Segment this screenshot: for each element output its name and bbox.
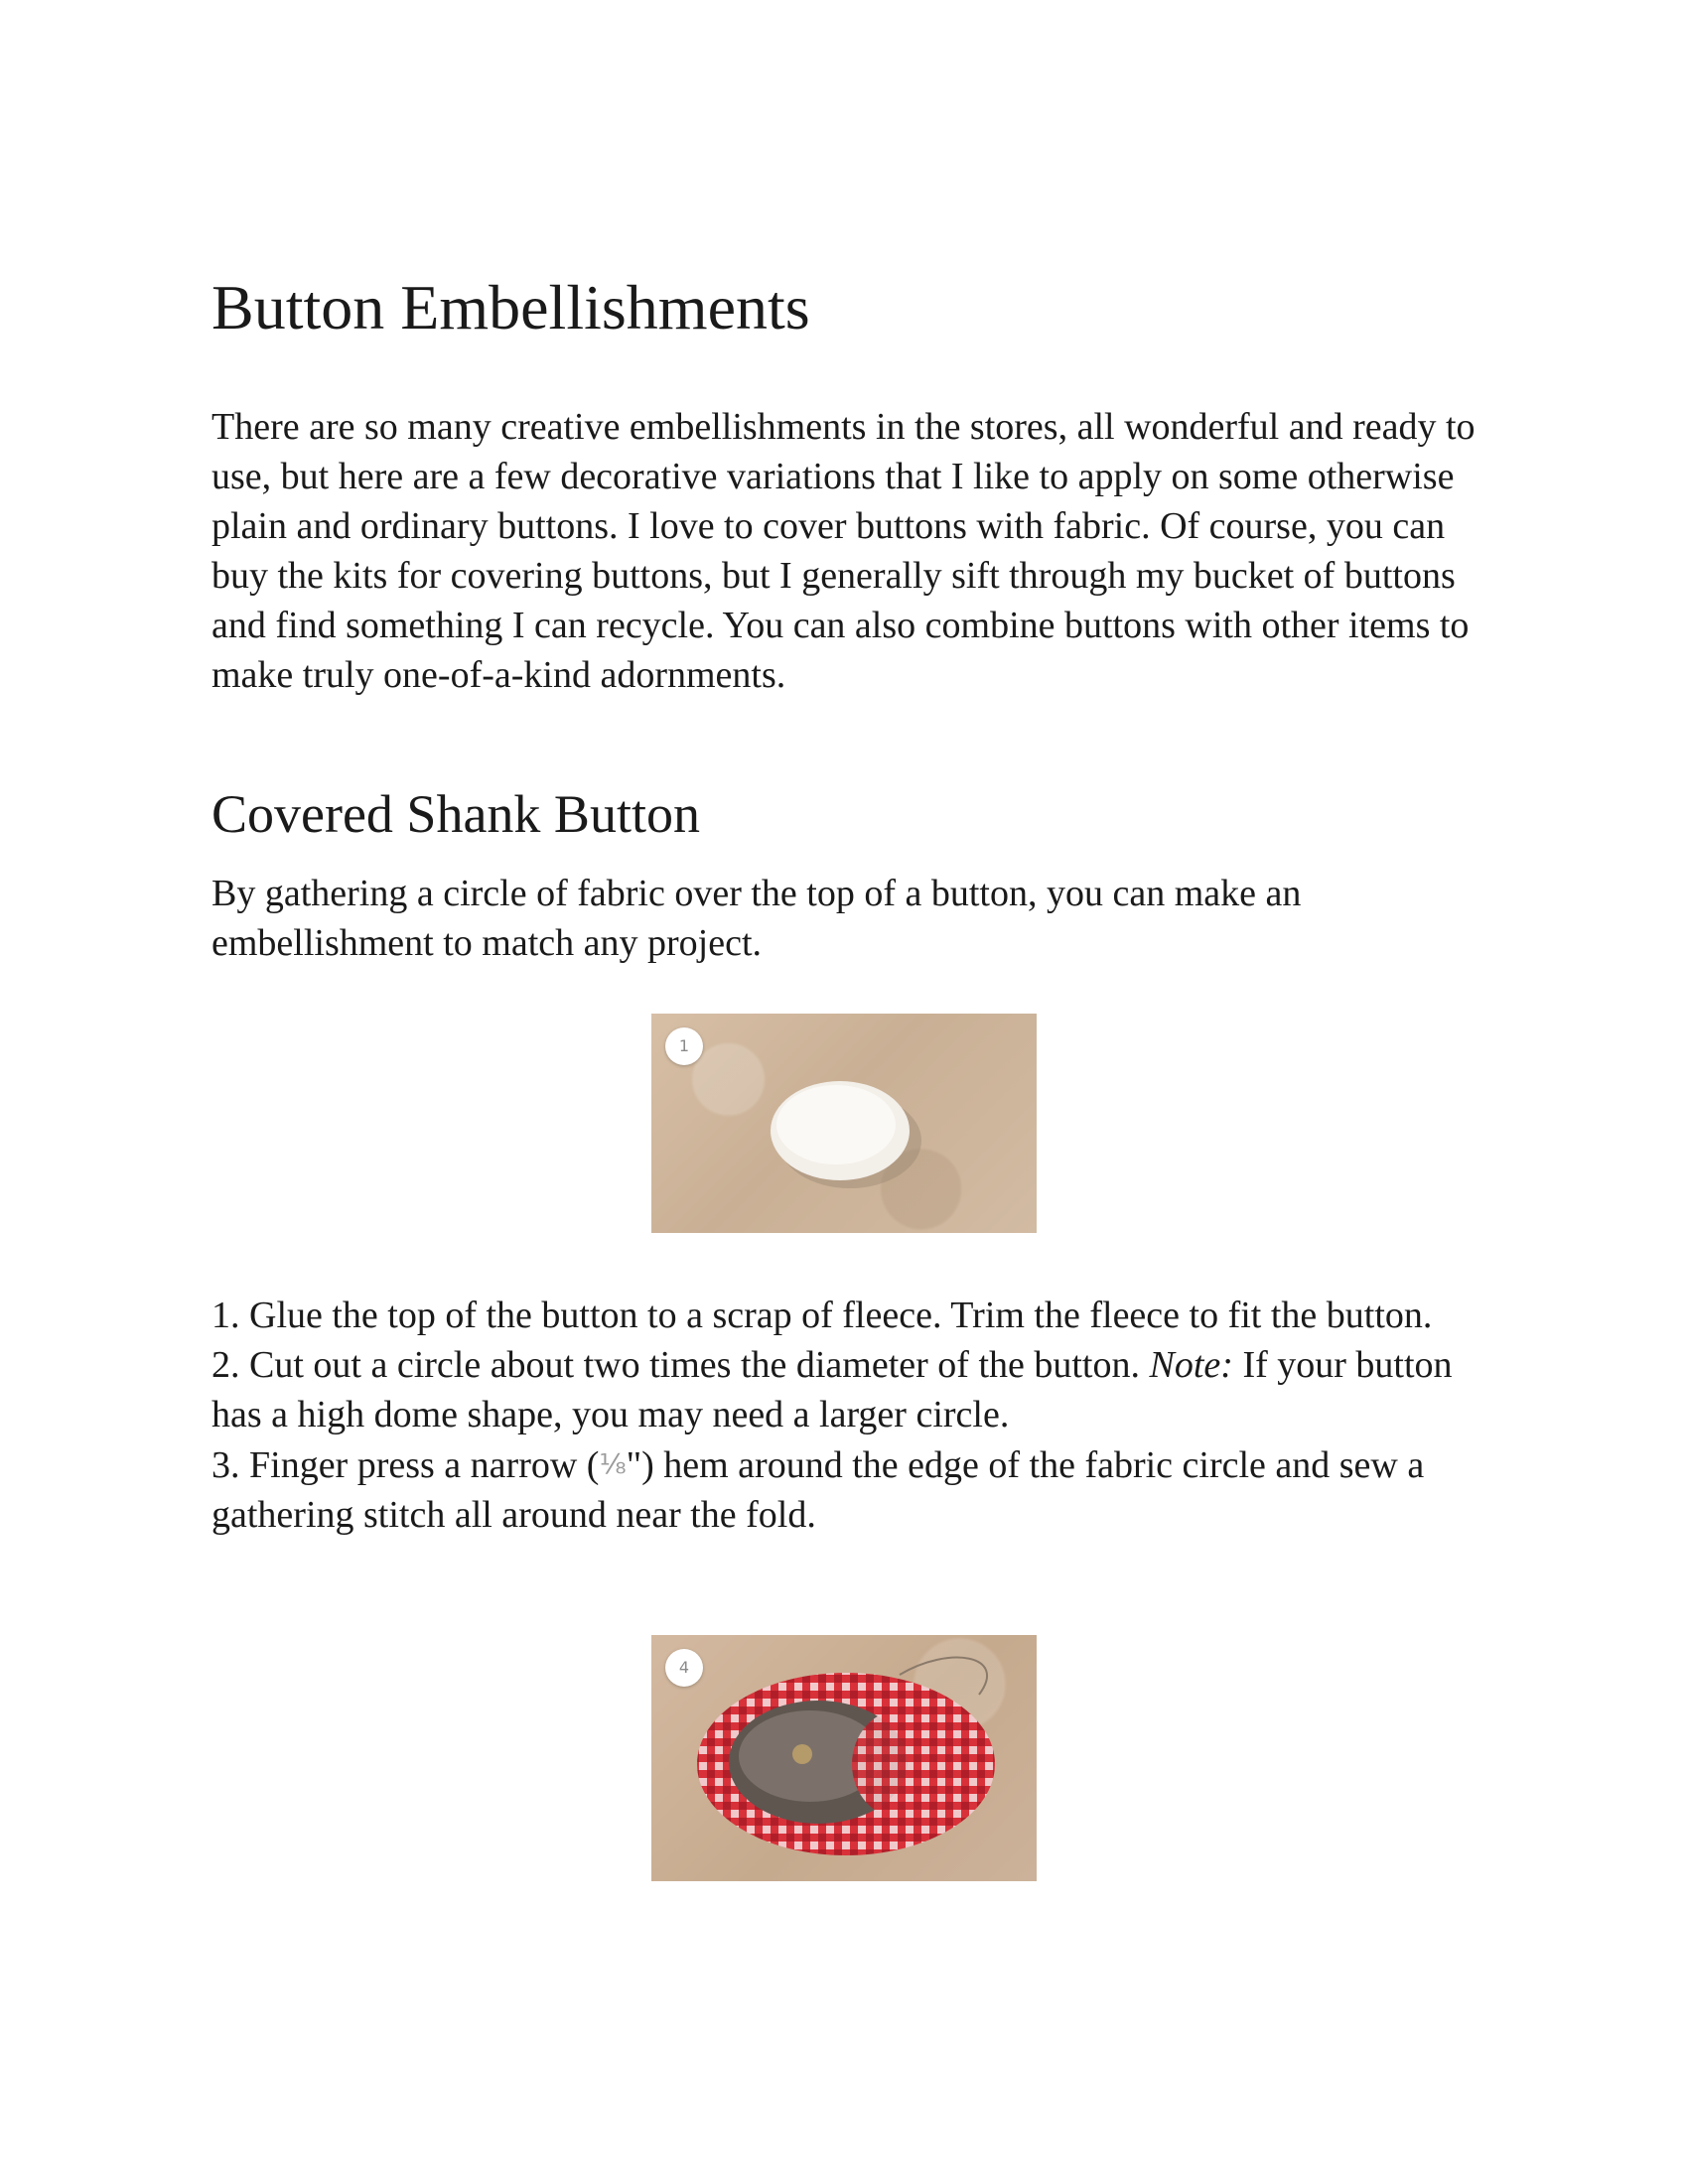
step-3-text-end: ") hem around the edge of the fabric circle and sew a gathering stitch all around near the fold. xyxy=(211,1444,1425,1536)
step-2-text-end: If your button has a high dome shape, you may need a larger circle. xyxy=(211,1344,1453,1435)
page-title: Button Embellishments xyxy=(211,272,810,342)
step-2-text-start: 2. Cut out a circle about two times the diameter of the button. xyxy=(211,1344,1150,1386)
instruction-steps xyxy=(211,1291,1492,1540)
photo-step-1 xyxy=(651,1014,1037,1233)
step-3-fraction: ⅛ xyxy=(599,1447,627,1480)
step-2 xyxy=(211,1340,1492,1439)
step-badge-4: 4 xyxy=(665,1649,703,1687)
gingham-gather-illustration xyxy=(651,1635,1037,1881)
step-badge-1: 1 xyxy=(665,1027,703,1065)
step-3 xyxy=(211,1439,1492,1540)
intro-paragraph: There are so many creative embellishments in the stores, all wonderful and ready to use, but here are a few decorative variations that I like to apply on some otherwise plain and ordinary buttons. I love to cover buttons with fabric. Of course, you can buy the kits for covering buttons, but I generally sift through my bucket of buttons and find something I can recycle. You can also combine buttons with other items to make truly one-of-a-kind adornments. xyxy=(211,406,1476,696)
section-heading: Covered Shank Button xyxy=(211,784,700,844)
photo-step-4 xyxy=(651,1635,1037,1881)
section-lead-paragraph: By gathering a circle of fabric over the top of a button, you can make an embellishment to match any project. xyxy=(211,873,1302,964)
step-3-text-start: 3. Finger press a narrow ( xyxy=(211,1444,600,1486)
step-1: 1. Glue the top of the button to a scrap of fleece. Trim the fleece to fit the button. xyxy=(211,1295,1433,1336)
step-2-note-label: Note: xyxy=(1149,1344,1233,1386)
fleece-button-illustration xyxy=(651,1014,1037,1233)
